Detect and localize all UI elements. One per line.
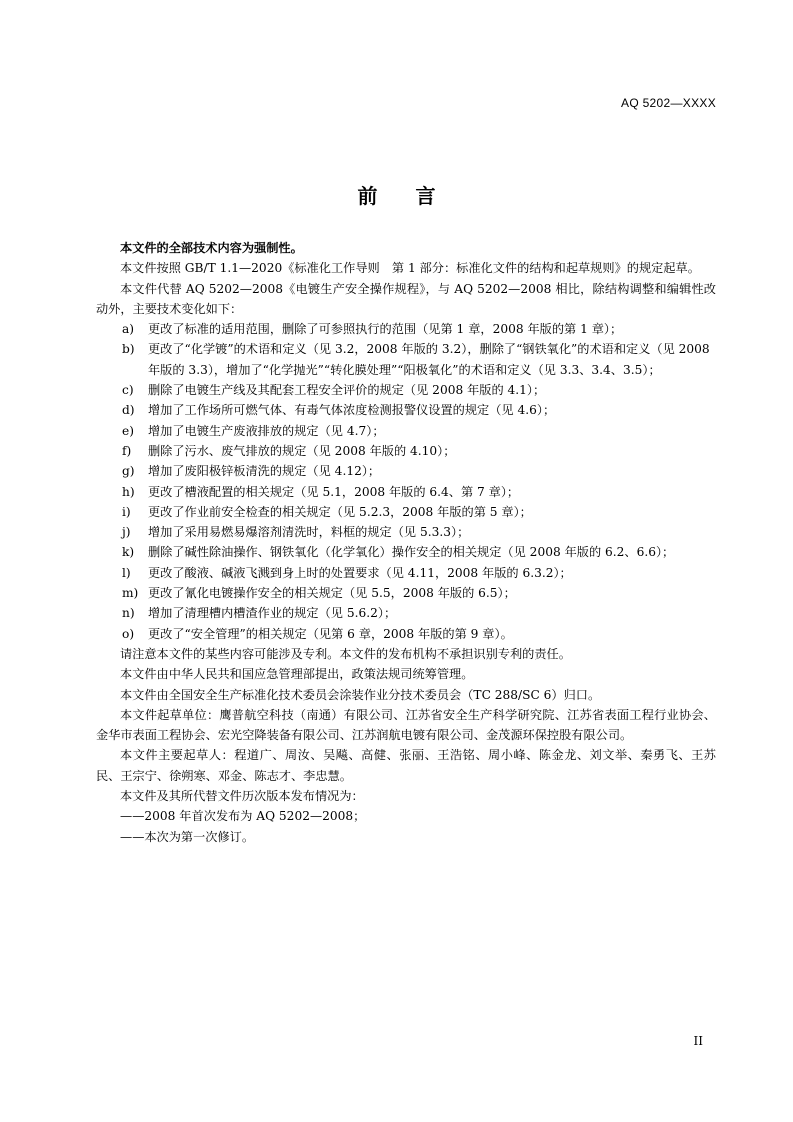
list-item-text: 删除了碱性除油操作、钢铁氧化（化学氧化）操作安全的相关规定（见 2008 年版的 6.2、6.6）； (148, 545, 675, 560)
list-item-label: h) (122, 484, 135, 499)
patent-notice: 请注意本文件的某些内容可能涉及专利。本文件的发布机构不承担识别专利的责任。 (120, 646, 571, 661)
history-intro-paragraph: 本文件及其所代替文件历次版本发布情况为： (120, 789, 364, 804)
list-item (96, 400, 716, 420)
list-item (96, 441, 716, 461)
foreword-body (96, 238, 716, 847)
list-item (96, 522, 716, 542)
list-item (96, 542, 716, 562)
drafters-paragraph: 本文件主要起草人：程道广、周汝、吴飚、高健、张丽、王浩铭、周小峰、陈金龙、刘文举、秦勇飞、王苏民、王宗宁、徐朔寒、邓金、陈志才、李忠慧。 (96, 748, 716, 783)
list-item-label: e) (122, 423, 134, 438)
list-item-label: j) (122, 525, 131, 540)
list-item (96, 603, 716, 623)
list-item-label: n) (122, 606, 135, 621)
list-item-label: c) (122, 383, 134, 398)
page-number: II (693, 1034, 703, 1048)
list-item-text: 更改了酸液、碱液飞溅到身上时的处置要求（见 4.11，2008 年版的 6.3.2）； (148, 565, 572, 580)
list-item-text: 增加了清理槽内槽渣作业的规定（见 5.6.2）； (148, 606, 397, 621)
list-item (96, 319, 716, 339)
list-item-text: 删除了电镀生产线及其配套工程安全评价的规定（见 2008 年版的 4.1）； (148, 383, 546, 398)
list-item-text: 更改了作业前安全检查的相关规定（见 5.2.3，2008 年版的第 5 章）； (148, 504, 532, 519)
list-item-text: 删除了污水、废气排放的规定（见 2008 年版的 4.10）； (148, 443, 456, 458)
list-item (96, 624, 716, 644)
history-item: ——2008 年首次发布为 AQ 5202—2008； (120, 809, 366, 824)
mandatory-statement: 本文件的全部技术内容为强制性。 (120, 241, 303, 255)
list-item (96, 461, 716, 481)
proposer-paragraph: 本文件由中华人民共和国应急管理部提出，政策法规司统筹管理。 (120, 667, 474, 682)
list-item-text: 更改了氰化电镀操作安全的相关规定（见 5.5，2008 年版的 6.5）； (148, 586, 516, 601)
standard-code-header: AQ 5202—XXXX (621, 96, 716, 110)
list-item (96, 583, 716, 603)
list-item-text: 增加了电镀生产废液排放的规定（见 4.7）； (148, 423, 385, 438)
list-item (96, 339, 716, 380)
list-item (96, 482, 716, 502)
replacement-paragraph: 本文件代替 AQ 5202—2008《电镀生产安全操作规程》，与 AQ 5202—2008 相比，除结构调整和编辑性改动外，主要技术变化如下： (96, 281, 716, 316)
list-item-text: 增加了工作场所可燃气体、有毒气体浓度检测报警仪设置的规定（见 4.6）； (148, 403, 556, 418)
list-item-label: o) (122, 626, 135, 641)
list-item-text: 更改了标准的适用范围，删除了可参照执行的范围（见第 1 章，2008 年版的第 1 章）； (148, 322, 623, 337)
list-item-label: l) (122, 565, 131, 580)
list-item-label: b) (122, 342, 135, 357)
list-item (96, 421, 716, 441)
list-item (96, 563, 716, 583)
list-item-text: 增加了废阳极锌板清洗的规定（见 4.12）； (148, 464, 381, 479)
list-item-label: k) (122, 545, 135, 560)
list-item-label: d) (122, 403, 135, 418)
list-item-label: i) (122, 504, 131, 519)
page-title: 前言 (357, 184, 474, 208)
list-item-text: 更改了“安全管理”的相关规定（见第 6 章，2008 年版的第 9 章）。 (148, 626, 513, 641)
list-item-label: m) (122, 586, 139, 601)
list-item (96, 380, 716, 400)
list-item (96, 502, 716, 522)
drafting-units-paragraph: 本文件起草单位：鹰普航空科技（南通）有限公司、江苏省安全生产科学研究院、江苏省表面工程行业协会、金华市表面工程协会、宏光空降装备有限公司、江苏润航电镀有限公司、金茂源环保控股有限公司。 (96, 707, 716, 743)
list-item-label: a) (122, 322, 135, 337)
committee-paragraph: 本文件由全国安全生产标准化技术委员会涂装作业分技术委员会（TC 288/SC 6）归口。 (120, 687, 601, 702)
changes-list (96, 319, 716, 644)
list-item-label: g) (122, 464, 135, 479)
history-item: ——本次为第一次修订。 (120, 829, 255, 844)
list-item-text: 更改了“化学镀”的术语和定义（见 3.2，2008 年版的 3.2），删除了“钢铁氧化”的术语和定义（见 2008 年版的 3.3），增加了“化学抛光”“转化膜处理”“阳极氧化”的术语和定义（见 3.3、3.4、3.5）； (148, 342, 710, 377)
list-item-text: 更改了槽液配置的相关规定（见 5.1，2008 年版的 6.4、第 7 章）； (148, 484, 520, 499)
drafting-rule-paragraph: 本文件按照 GB/T 1.1—2020《标准化工作导则 第 1 部分：标准化文件的结构和起草规则》的规定起草。 (120, 261, 700, 276)
list-item-text: 增加了采用易燃易爆溶剂清洗时，料框的规定（见 5.3.3）； (148, 525, 470, 540)
list-item-label: f) (122, 443, 132, 458)
